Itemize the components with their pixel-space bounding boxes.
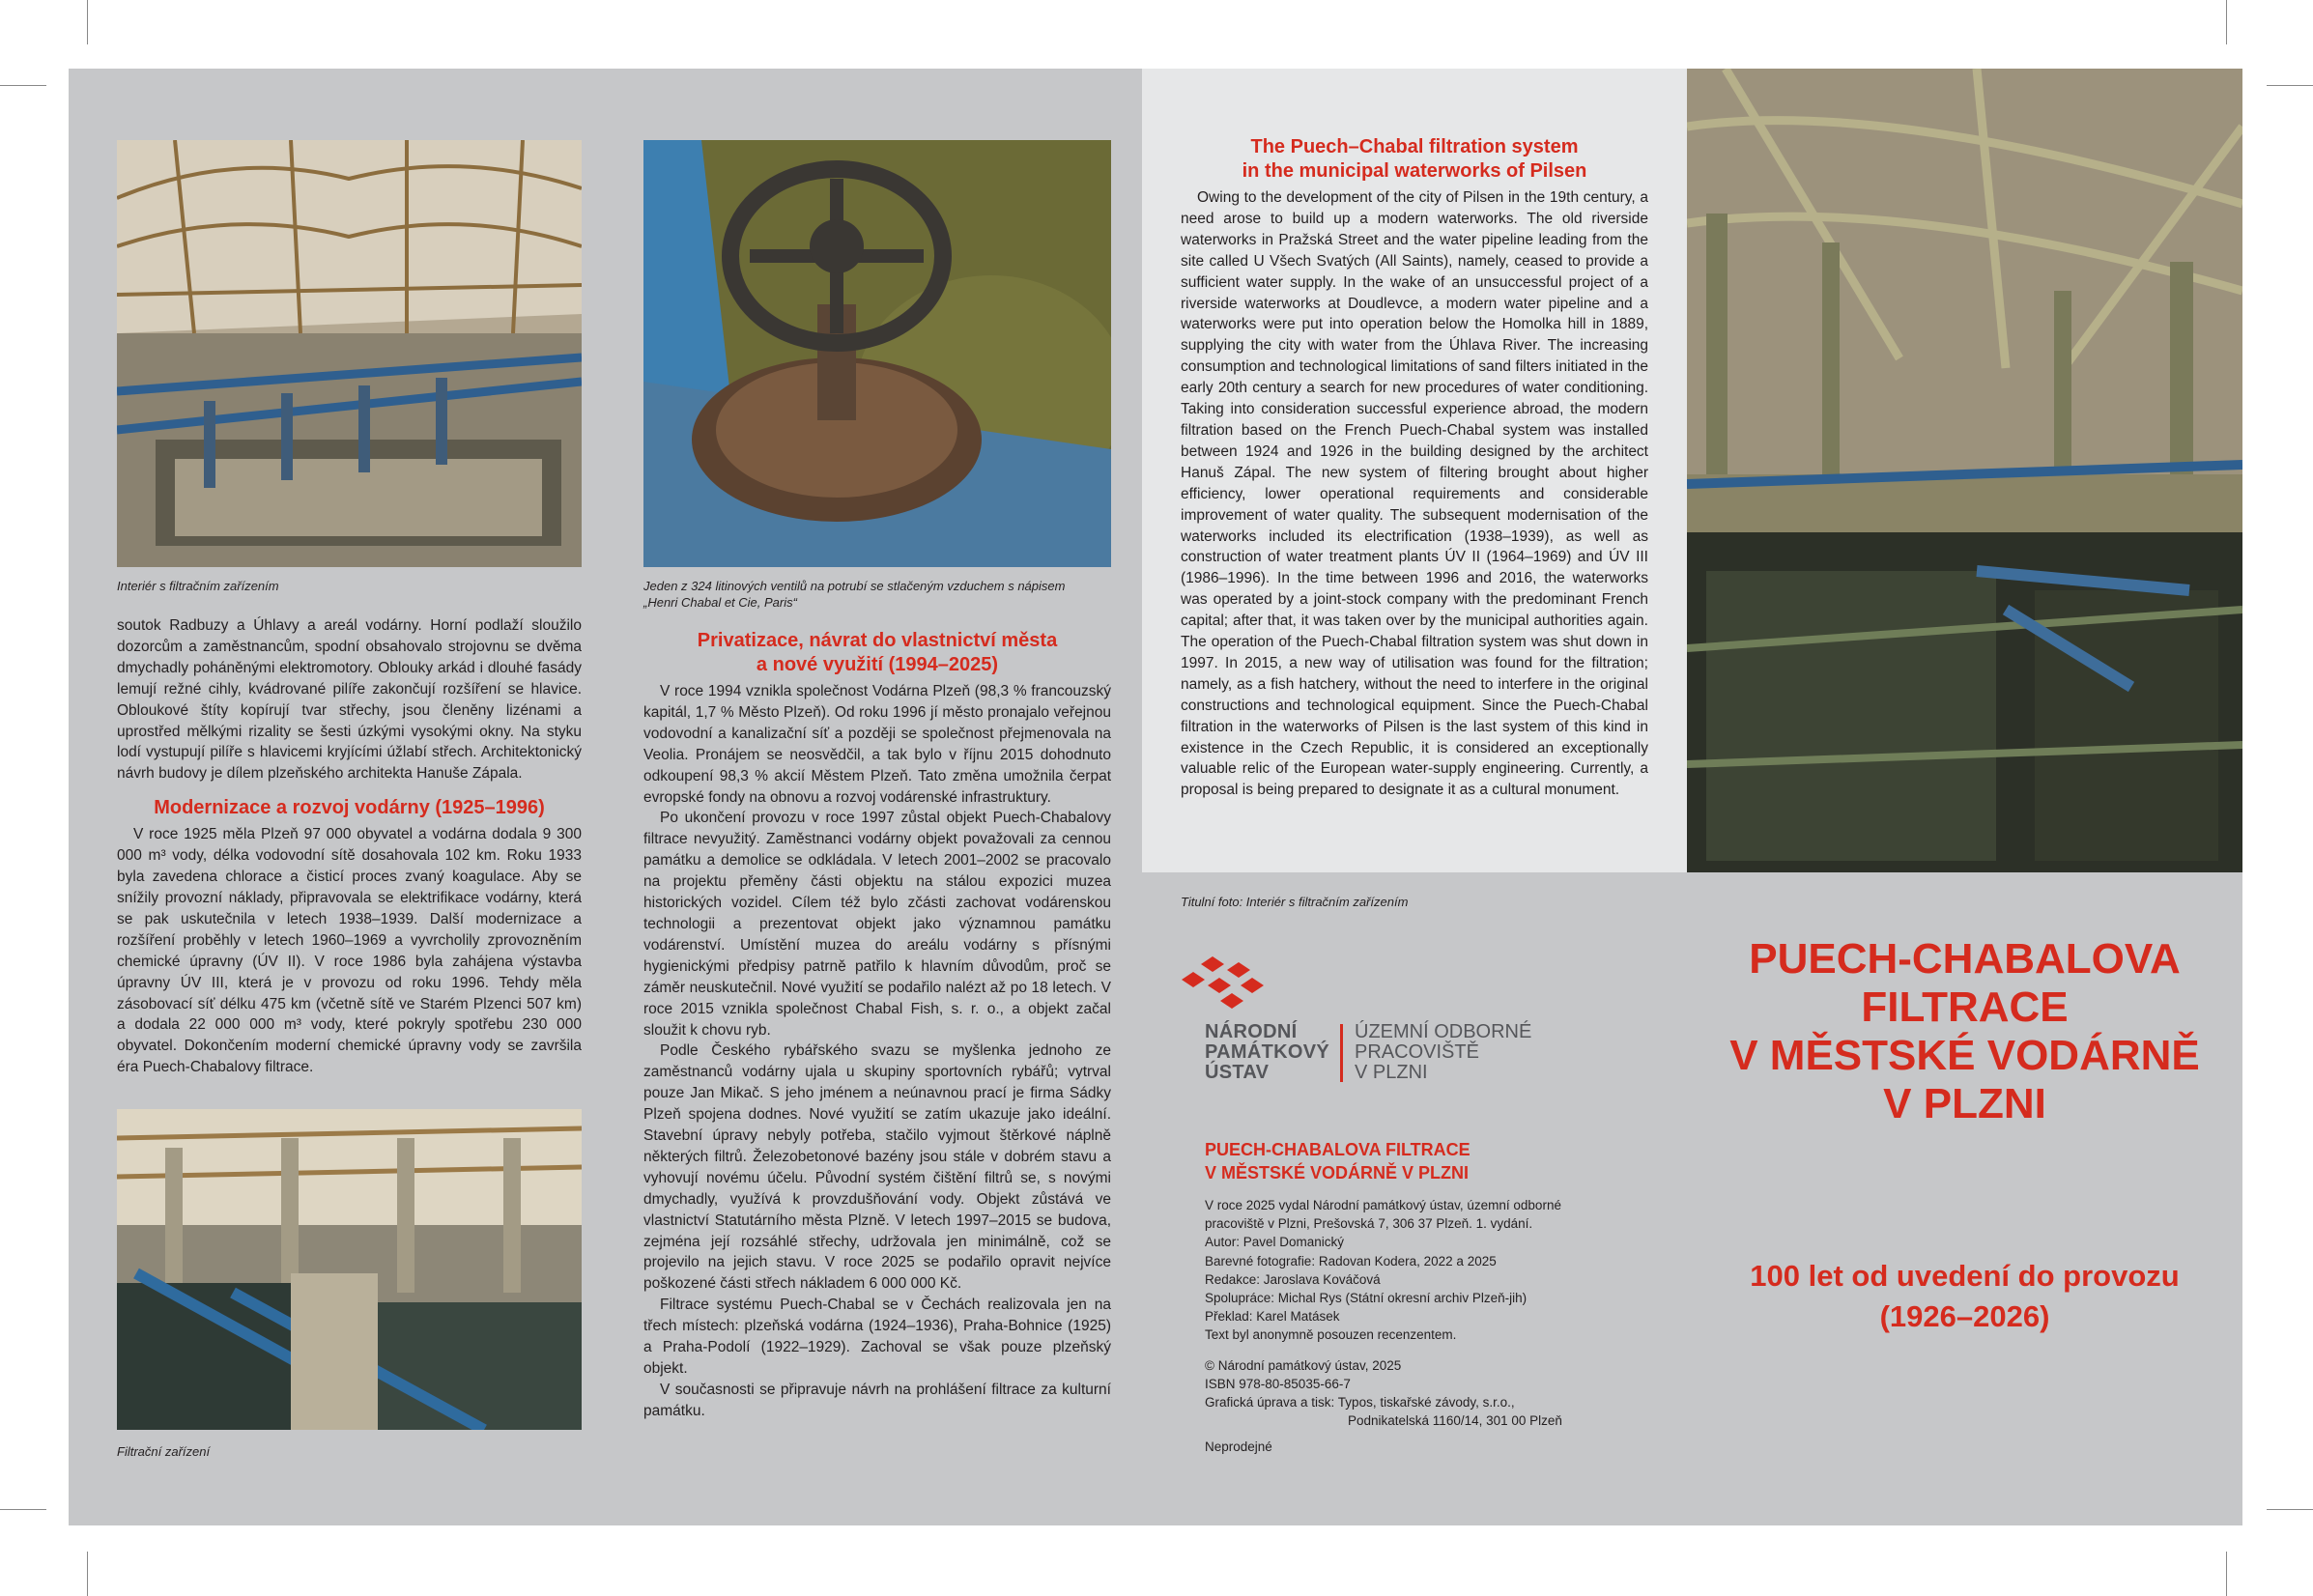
- heading-line: The Puech–Chabal filtration system: [1250, 136, 1579, 157]
- imprint-line: Grafická úprava a tisk: Typos, tiskařské závody, s.r.o.,: [1205, 1395, 1515, 1411]
- photo-valve: [643, 140, 1111, 567]
- photo-caption: [643, 578, 1065, 611]
- paragraph: Podle Českého rybářského svazu se myšlenka jednoho ze zaměstnanců vodárny ujala u skupiny sportovních rybářů; vytrval pouze Jan Mikač. S jeho jménem a neúnavnou prací je firma Sádky Plzeň spojena dodnes. Nové využití se zatím ukazuje jako ideální. Stavební úpravy nebyly potřeba, stačilo vyjmout štěrkové náplně některých filtrů. Železobetonové bazény jsou stále v dobrém stavu a vyhovují novému účelu. Původní systém čištění filtrů se, s novými dmychadly, využívá k provzdušňování vody. Objekt zůstává ve vlastnictví Statutárního města Plzně. V letech 1997–2015 se budova, zejména její rozsáhlé střechy, udržovala jen minimálně, což se projevilo na jejich stavu. V roce 2025 se podařilo opravit nejvíce poškozené části střech nákladem 6 000 000 Kč.: [643, 1042, 1111, 1293]
- section-heading: Modernizace a rozvoj vodárny (1925–1996): [154, 797, 545, 819]
- caption-line: Jeden z 324 litinových ventilů na potrubí se stlačeným vzduchem s nápisem: [643, 579, 1066, 593]
- logo-line: PAMÁTKOVÝ: [1205, 1041, 1329, 1063]
- crop-mark: [0, 85, 46, 86]
- cover-subtitle-line: 100 let od uvedení do provozu: [1750, 1259, 2180, 1293]
- imprint: [1205, 1138, 1630, 1457]
- column-2-text: [643, 629, 1111, 1422]
- crop-mark: [2226, 1552, 2227, 1596]
- logo-line: PRACOVIŠTĚ: [1355, 1041, 1479, 1063]
- logo-line: V PLZNI: [1355, 1062, 1428, 1083]
- imprint-line: Podnikatelská 1160/14, 301 00 Plzeň: [1348, 1413, 1562, 1429]
- photo-filtration-equipment: [117, 1109, 582, 1430]
- caption-line: „Henri Chabal et Cie, Paris“: [643, 595, 797, 610]
- cover-title-line: V PLZNI: [1883, 1080, 2046, 1127]
- imprint-title-line: V MĚSTSKÉ VODÁRNĚ V PLZNI: [1205, 1163, 1470, 1183]
- imprint-line: Překlad: Karel Matásek: [1205, 1309, 1340, 1325]
- paragraph: V současnosti se připravuje návrh na prohlášení filtrace za kulturní památku.: [643, 1381, 1111, 1419]
- crop-mark: [87, 1552, 88, 1596]
- paragraph: V roce 1925 měla Plzeň 97 000 obyvatel a vodárna dodala 9 300 000 m³ vody, délka vodovodní sítě dosahovala 102 km. Roku 1933 byla zavedena chlorace a čisticí proces zvaný koagulace. Aby se snížily provozní náklady, připravovala se elektrifikace vodárny, která se pak uskutečnila v letech 1938–1939. Další modernizace a rozšíření proběhly v letech 1960–1969 a vyvrcholily zprovozněním chemické úpravny (ÚV II). V roce 1986 byla zahájena výstavba úpravny ÚV III, která je v provozu od roku 1996. Tehdy měla zásobovací síť délku 475 km (včetně sítě ve Starém Plzenci 507 km) a dodala 22 000 000 m³ vody, které pokryly spotřebu 230 000 obyvatel. Dokončením moderní chemické úpravny vody se završila éra Puech-Chabalovy filtrace.: [117, 826, 582, 1076]
- photo-interior-filters: [117, 140, 582, 567]
- npu-logo-mark-icon: [1181, 955, 1272, 1012]
- crop-mark: [0, 1509, 46, 1510]
- logo-divider: [1340, 1024, 1343, 1082]
- cover-title-line: PUECH-CHABALOVA: [1749, 935, 2181, 983]
- paragraph: Owing to the development of the city of Pilsen in the 19th century, a need arose to build up a modern waterworks. The old riverside waterworks in Pražská Street and the water pipeline leading from the site called U Všech Svatých (All Saints), namely, ceased to provide a sufficient water supply. In the wake of an unsuccessful project of a riverside waterworks at Doudlevce, a modern water pipeline and a waterworks were put into operation below the Homolka hill in 1889, supplying the city with water from the Úhlava River. The increasing consumption and technological limitations of sand filters initiated in the early 20th century a search for new procedures of water conditioning. Taking into consideration successful experience abroad, the modern filtration based on the French Puech-Chabal system was installed between 1924 and 1926 in the building designed by the architect Hanuš Zápal. The new system of filtering brought about higher efficiency, lower operational requirements and considerable improvement of water quality. The subsequent modernisation of the waterworks included its electrification (1938–1939), as well as construction of water treatment plants ÚV II (1964–1969) and ÚV III (1986–1996). In the time between 1996 and 2016, the waterworks was operated by a joint-stock company with the predominant French capital; after that, it was taken over by the municipal authorities again. The operation of the Puech-Chabal filtration system was shut down in 1997. In 2015, a new way of utilisation was found for the filtration; namely, as a fish hatchery, without the need to interfere in the original constructions and technological equipment. Since the Puech-Chabal filtration in the waterworks of Pilsen is the last system of this kind in existence in the Czech Republic, it is considered an exceptionally valuable relic of the European water-supply engineering. Currently, a proposal is being prepared to designate it as a cultural monument.: [1181, 189, 1648, 799]
- heading-line: in the municipal waterworks of Pilsen: [1242, 160, 1587, 182]
- paragraph: soutok Radbuzy a Úhlavy a areál vodárny. Horní podlaží sloužilo dozorcům a zaměstnancům, spodní obsahovalo strojovnu se dvěma dmychadly poháněnými elektromotory. Oblouky arkád i dlouhé fasády lemují režné cihly, kvádrované pilíře zakončují rozšíření se hlavice. Obloukové štíty kopírují tvar střechy, jsou členěny lizénami a uprostřed mělkými rizality se šesti úzkými vysokými okny. Na styku lodí vystupují pilíře s hlavicemi kryjícími úžlabí střech. Architektonický návrh budovy je dílem plzeňského architekta Hanuše Zápala.: [117, 617, 582, 783]
- logo-text-right: [1355, 1022, 1531, 1083]
- paragraph: Po ukončení provozu v roce 1997 zůstal objekt Puech-Chabalovy filtrace nevyužitý. Zaměstnanci vodárny objekt považovali za cennou památku a demolice se odkládala. V letech 2001–2002 se pracovalo na projektu přeměny části objektu na stálou expozici muzea historických vozidel. Cílem též bylo zčásti zachovat vodárenskou technologii a prezentovat objekt jako významnou památku vodárenství. Umístění muzea do areálu vodárny s přísnými hygienickými předpisy patrně patřilo k hlavním důvodům, proč se záměr neuskutečnil. Nové využití se podařilo nalézt až po 18 letech. V roce 2015 vznikla společnost Chabal Fish, s. r. o., a objekt začal sloužit k chovu ryb.: [643, 810, 1111, 1039]
- photo-caption: Filtrační zařízení: [117, 1444, 211, 1459]
- english-summary: [1181, 135, 1648, 801]
- imprint-line: pracoviště v Plzni, Prešovská 7, 306 37 Plzeň. 1. vydání.: [1205, 1216, 1533, 1232]
- crop-mark: [2267, 1509, 2313, 1510]
- logo-line: ÚSTAV: [1205, 1062, 1270, 1083]
- imprint-line: Autor: Pavel Domanický: [1205, 1235, 1345, 1250]
- cover-title-line: FILTRACE: [1861, 983, 2069, 1031]
- paragraph: Filtrace systému Puech-Chabal se v Čechách realizovala jen na třech místech: plzeňská vodárna (1924–1936), Praha-Bohnice (1925) a Praha-Podolí (1922–1929). Zachoval se však pouze plzeňský objekt.: [643, 1297, 1111, 1377]
- imprint-line: Spolupráce: Michal Rys (Státní okresní archiv Plzeň-jih): [1205, 1291, 1528, 1306]
- imprint-line: Neprodejné: [1205, 1439, 1272, 1455]
- paragraph: V roce 1994 vznikla společnost Vodárna Plzeň (98,3 % francouzský kapitál, 1,7 % Město Plzeň). Od roku 1996 jí město pronajalo veřejnou vodovodní a kanalizační síť a později se společnost přejmenovala na Veolia. Pronájem se neosvědčil, a tak bylo v říjnu 2015 dohodnuto odkoupení 98,3 % akcií Městem Plzeň. Tato změna umožnila čerpat evropské fondy na obnovu a rozvoj vodárenské infrastruktury.: [643, 683, 1111, 806]
- photo-caption: Interiér s filtračním zařízením: [117, 579, 279, 593]
- column-1-text: [117, 615, 582, 1078]
- logo-line: ÚZEMNÍ ODBORNÉ: [1355, 1021, 1532, 1042]
- section-heading: [643, 629, 1111, 677]
- imprint-line: Redakce: Jaroslava Kováčová: [1205, 1271, 1381, 1287]
- imprint-line: V roce 2025 vydal Národní památkový ústav, územní odborné: [1205, 1198, 1561, 1212]
- imprint-line: ISBN 978-80-85035-66-7: [1205, 1376, 1351, 1391]
- cover-subtitle: [1687, 1256, 2242, 1337]
- crop-mark: [87, 0, 88, 44]
- npu-logo: [1181, 955, 1586, 1090]
- cover-photo-interior: [1687, 69, 2242, 872]
- imprint-line: © Národní památkový ústav, 2025: [1205, 1357, 1402, 1373]
- heading-line: Privatizace, návrat do vlastnictví města: [697, 630, 1058, 651]
- imprint-line: Barevné fotografie: Radovan Kodera, 2022 a 2025: [1205, 1253, 1497, 1268]
- crop-mark: [2226, 0, 2227, 44]
- imprint-title: [1205, 1138, 1630, 1184]
- logo-text-left: [1205, 1022, 1329, 1083]
- crop-mark: [2267, 85, 2313, 86]
- imprint-line: Text byl anonymně posouzen recenzentem.: [1205, 1327, 1457, 1343]
- logo-line: NÁRODNÍ: [1205, 1021, 1298, 1042]
- cover-title-line: V MĚSTSKÉ VODÁRNĚ: [1729, 1032, 2200, 1079]
- heading-line: a nové využití (1994–2025): [756, 654, 999, 675]
- cover-subtitle-line: (1926–2026): [1879, 1299, 2050, 1333]
- cover-title: [1687, 935, 2242, 1128]
- imprint-title-line: PUECH-CHABALOVA FILTRACE: [1205, 1140, 1471, 1159]
- cover-photo-caption: Titulní foto: Interiér s filtračním zařízením: [1181, 895, 1409, 909]
- english-heading: [1181, 135, 1648, 184]
